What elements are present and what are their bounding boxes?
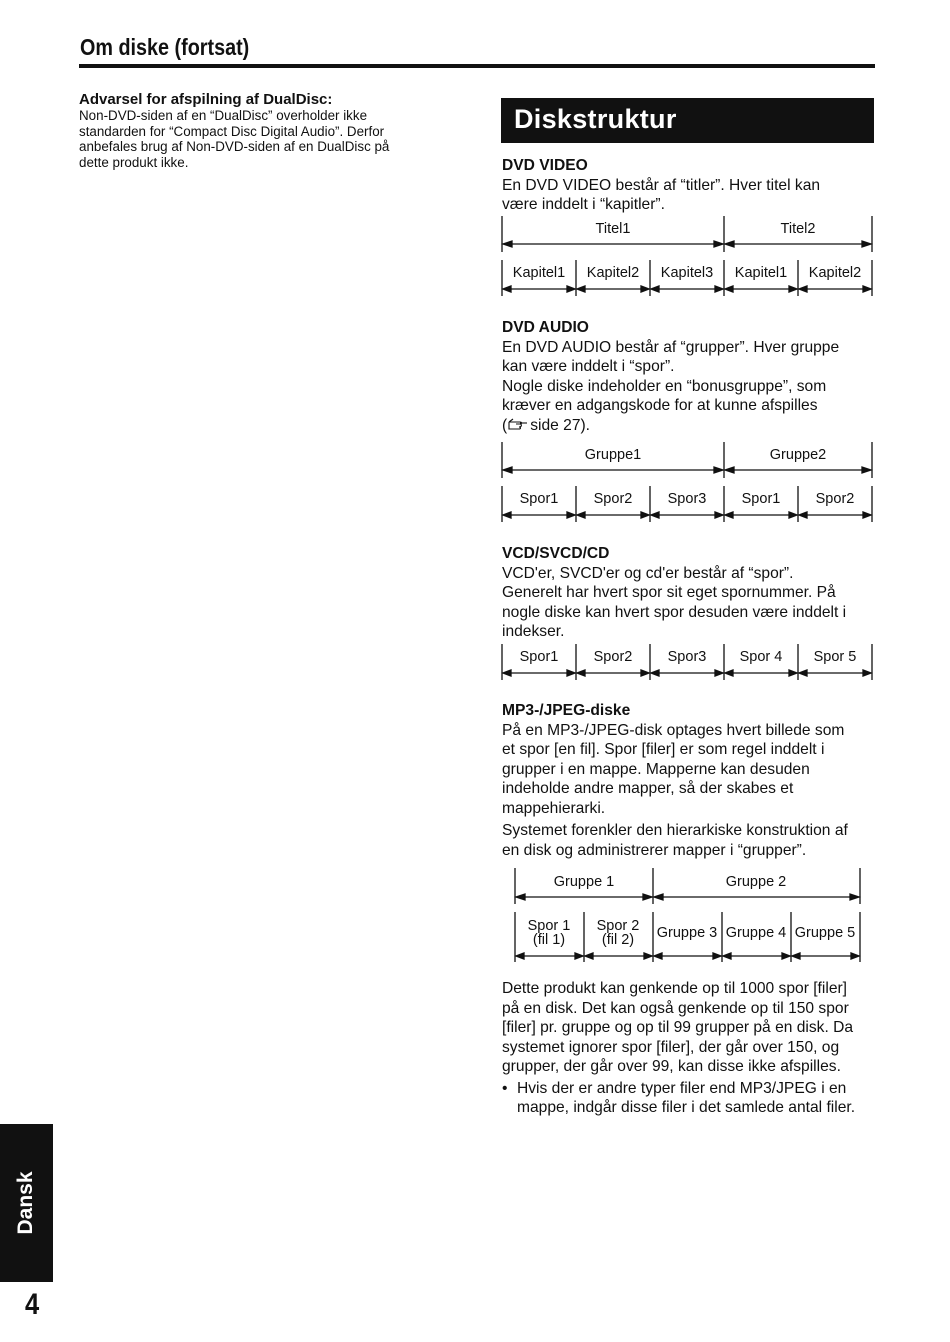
body-line: [filer] pr. gruppe og op til 99 grupper på en disk. Da: [502, 1019, 854, 1036]
chapter-label: Kapitel1: [734, 265, 788, 281]
bullet-line: mappe, indgår disse filer i det samlede antal filer.: [517, 1099, 856, 1116]
body-line: en disk og administrerer mapper i “grupper”.: [502, 841, 807, 859]
group-label: Gruppe 4: [725, 925, 787, 941]
page-reference: [502, 416, 874, 436]
chapter-label: Kapitel2: [586, 265, 640, 281]
body-line: indekser.: [502, 623, 565, 640]
body-line: På en MP3-/JPEG-disk optages hvert billede som: [502, 721, 845, 739]
chapter-label: Kapitel2: [808, 265, 862, 281]
warning-line: Non-DVD-siden af en “DualDisc” overholder ikke: [79, 108, 368, 123]
group-label: Gruppe 5: [794, 925, 856, 941]
file-label: (fil 1): [532, 932, 566, 948]
body-line: nogle diske kan hvert spor desuden være inddelt i: [502, 603, 847, 621]
section-banner: [501, 98, 874, 143]
title-label: Titel1: [595, 221, 631, 237]
track-label: Spor1: [741, 491, 781, 507]
dvd-video-section: [502, 156, 874, 215]
track-label: Spor2: [593, 649, 633, 665]
dualdisc-warning: [79, 92, 439, 170]
ref-open: (: [502, 416, 508, 434]
track-label: Spor1: [519, 491, 559, 507]
dvd-audio-diagram: [496, 440, 880, 526]
mp3-diagram: [508, 866, 868, 966]
group-label: Gruppe2: [769, 447, 827, 463]
body-line: Systemet forenkler den hierarkiske konstruktion af: [502, 822, 848, 839]
track-label: Spor 5: [813, 649, 857, 665]
limits-paragraph: [502, 979, 874, 1118]
page-number: 4: [25, 1288, 40, 1321]
track-label: Spor 1: [527, 918, 571, 934]
chapter-label: Kapitel3: [660, 265, 714, 281]
track-label: Spor2: [593, 491, 633, 507]
body-line: indeholde andre mapper, så der skabes et: [502, 780, 794, 797]
body-line: kan være inddelt i “spor”.: [502, 358, 675, 375]
language-label: Dansk: [14, 1171, 37, 1235]
ref-text: side 27).: [530, 416, 591, 434]
warning-line: anbefales brug af Non-DVD-siden af en DualDisc på: [79, 139, 390, 154]
body-line: grupper i en mappe. Mapperne kan desuden: [502, 760, 810, 778]
vcd-heading: VCD/SVCD/CD: [502, 545, 610, 562]
vcd-diagram: [496, 642, 880, 684]
body-line: et spor [en fil]. Spor [filer] er som regel inddelt i: [502, 741, 825, 758]
bullet-item: [502, 1079, 874, 1118]
banner-title: Diskstruktur: [514, 104, 677, 134]
dvd-audio-heading: DVD AUDIO: [502, 319, 589, 336]
body-line: være inddelt i “kapitler”.: [502, 196, 665, 213]
warning-line: standarden for “Compact Disc Digital Audio”. Derfor: [79, 123, 385, 139]
title-label: Titel2: [780, 221, 816, 237]
track-label: Spor 4: [739, 649, 783, 665]
body-line: Dette produkt kan genkende op til 1000 spor [filer]: [502, 980, 848, 997]
body-line: En DVD AUDIO består af “grupper”. Hver gruppe: [502, 338, 840, 356]
track-label: Spor 2: [596, 918, 640, 934]
track-label: Spor3: [667, 491, 707, 507]
body-line: Nogle diske indeholder en “bonusgruppe”, som: [502, 377, 827, 395]
track-label: Spor3: [667, 649, 707, 665]
bullet-dot: •: [502, 1079, 508, 1097]
dvd-video-diagram: [496, 214, 880, 300]
group-label: Gruppe 2: [725, 874, 787, 890]
body-line: En DVD VIDEO består af “titler”. Hver titel kan: [502, 176, 821, 194]
page-header-title: Om diske (fortsat): [80, 34, 250, 60]
warning-line: dette produkt ikke.: [79, 154, 189, 170]
body-line: systemet ignorer spor [filer], der går over 150, og: [502, 1038, 840, 1056]
body-line: på en disk. Det kan også genkende op til 150 spor: [502, 999, 849, 1017]
track-label: Spor2: [815, 491, 855, 507]
hand-pointer-icon: [508, 418, 528, 431]
vcd-section: [502, 544, 874, 642]
language-tab: [0, 1124, 53, 1282]
group-label: Gruppe 1: [553, 874, 615, 890]
body-line: Generelt har hvert spor sit eget spornummer. På: [502, 584, 836, 601]
body-line: kræver en adgangskode for at kunne afspilles: [502, 397, 818, 414]
dvd-audio-section: [502, 318, 874, 435]
body-line: mappehierarki.: [502, 799, 606, 817]
group-label: Gruppe 3: [656, 925, 718, 941]
mp3-section: [502, 701, 874, 860]
dvd-video-heading: DVD VIDEO: [502, 157, 588, 174]
warning-heading: Advarsel for afspilning af DualDisc:: [79, 91, 333, 108]
chapter-label: Kapitel1: [512, 265, 566, 281]
file-label: (fil 2): [601, 932, 635, 948]
group-label: Gruppe1: [584, 447, 642, 463]
track-label: Spor1: [519, 649, 559, 665]
header-rule: [79, 64, 875, 68]
mp3-heading: MP3-/JPEG-diske: [502, 702, 631, 719]
body-line: grupper, der går over 99, kan disse ikke afspilles.: [502, 1058, 841, 1075]
bullet-line: Hvis der er andre typer filer end MP3/JPEG i en: [517, 1079, 847, 1097]
body-line: VCD'er, SVCD'er og cd'er består af “spor”.: [502, 564, 794, 582]
